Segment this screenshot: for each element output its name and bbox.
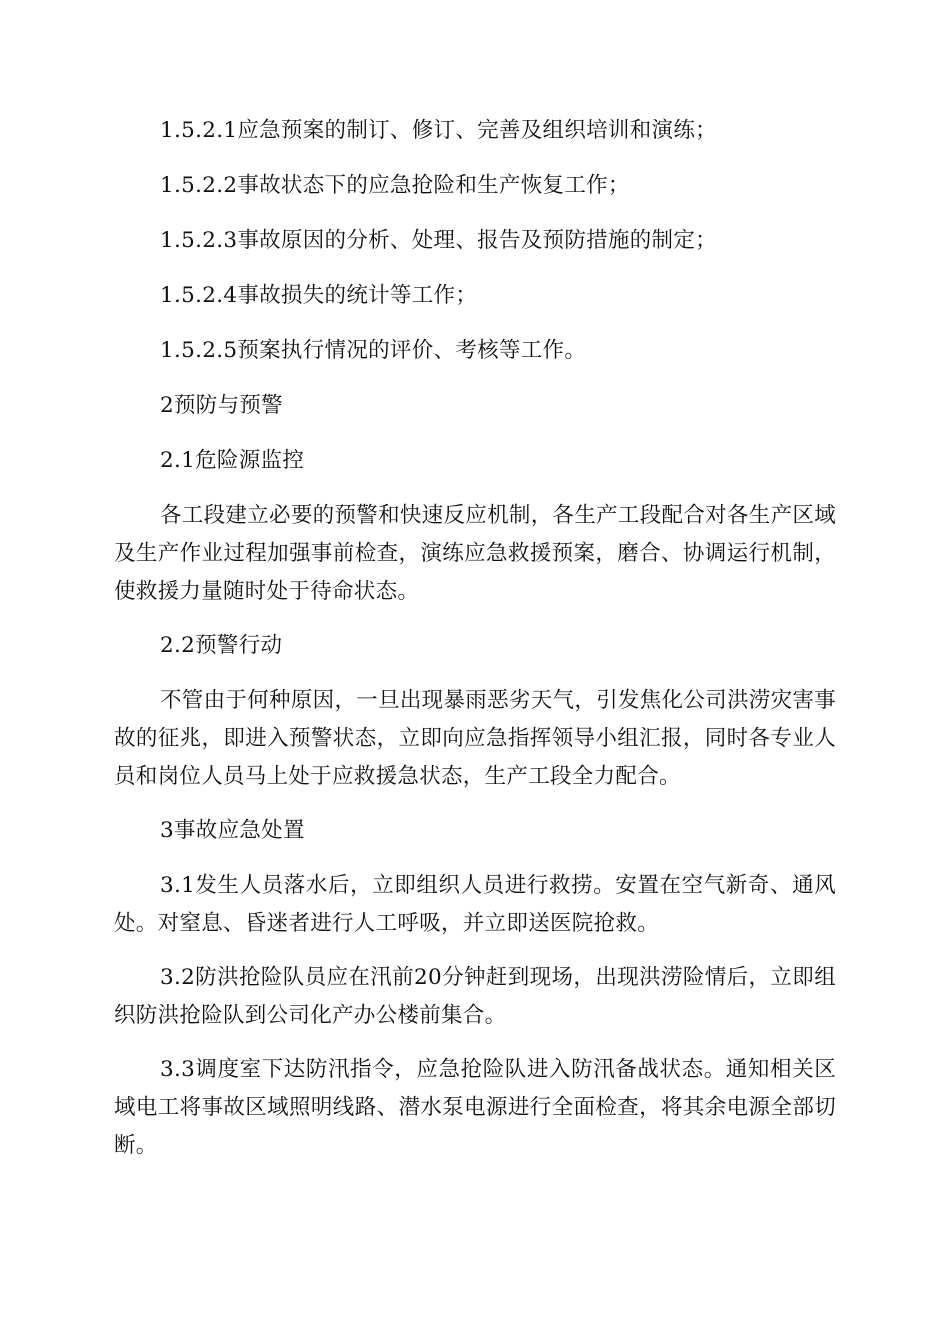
section-heading-2-2: 2.2预警行动 [160, 633, 283, 658]
item-1-5-2-3: 1.5.2.3事故原因的分析、处理、报告及预防措施的制定； [160, 228, 717, 253]
paragraph-3-3: 3.3调度室下达防汛指令，应急抢险队进入防汛备战状态。通知相关区域电工将事故区域照明线路、潜水泵电源进行全面检查，将其余电源全部切断。 [114, 1057, 836, 1158]
item-1-5-2-2: 1.5.2.2事故状态下的应急抢险和生产恢复工作； [160, 173, 630, 198]
paragraph-2-2-body: 不管由于何种原因，一旦出现暴雨恶劣天气，引发焦化公司洪涝灾害事故的征兆，即进入预警状态，立即向应急指挥领导小组汇报，同时各专业人员和岗位人员马上处于应救援急状态，生产工段全力配合。 [114, 688, 836, 789]
item-1-5-2-1: 1.5.2.1应急预案的制订、修订、完善及组织培训和演练； [160, 118, 717, 143]
item-1-5-2-4: 1.5.2.4事故损失的统计等工作； [160, 283, 478, 308]
document-page [114, 112, 836, 1181]
section-heading-2: 2预防与预警 [160, 393, 283, 418]
paragraph-3-2: 3.2防洪抢险队员应在汛前20分钟赶到现场，出现洪涝险情后，立即组织防洪抢险队到公司化产办公楼前集合。 [114, 965, 836, 1028]
section-heading-3: 3事故应急处置 [160, 818, 305, 843]
item-1-5-2-5: 1.5.2.5预案执行情况的评价、考核等工作。 [160, 338, 587, 363]
section-heading-2-1: 2.1危险源监控 [160, 448, 305, 473]
paragraph-3-1: 3.1发生人员落水后，立即组织人员进行救捞。安置在空气新奇、通风处。对窒息、昏迷者进行人工呼吸，并立即送医院抢救。 [114, 873, 836, 936]
paragraph-2-1-body: 各工段建立必要的预警和快速反应机制，各生产工段配合对各生产区域及生产作业过程加强事前检查，演练应急救援预案，磨合、协调运行机制，使救援力量随时处于待命状态。 [114, 503, 836, 604]
